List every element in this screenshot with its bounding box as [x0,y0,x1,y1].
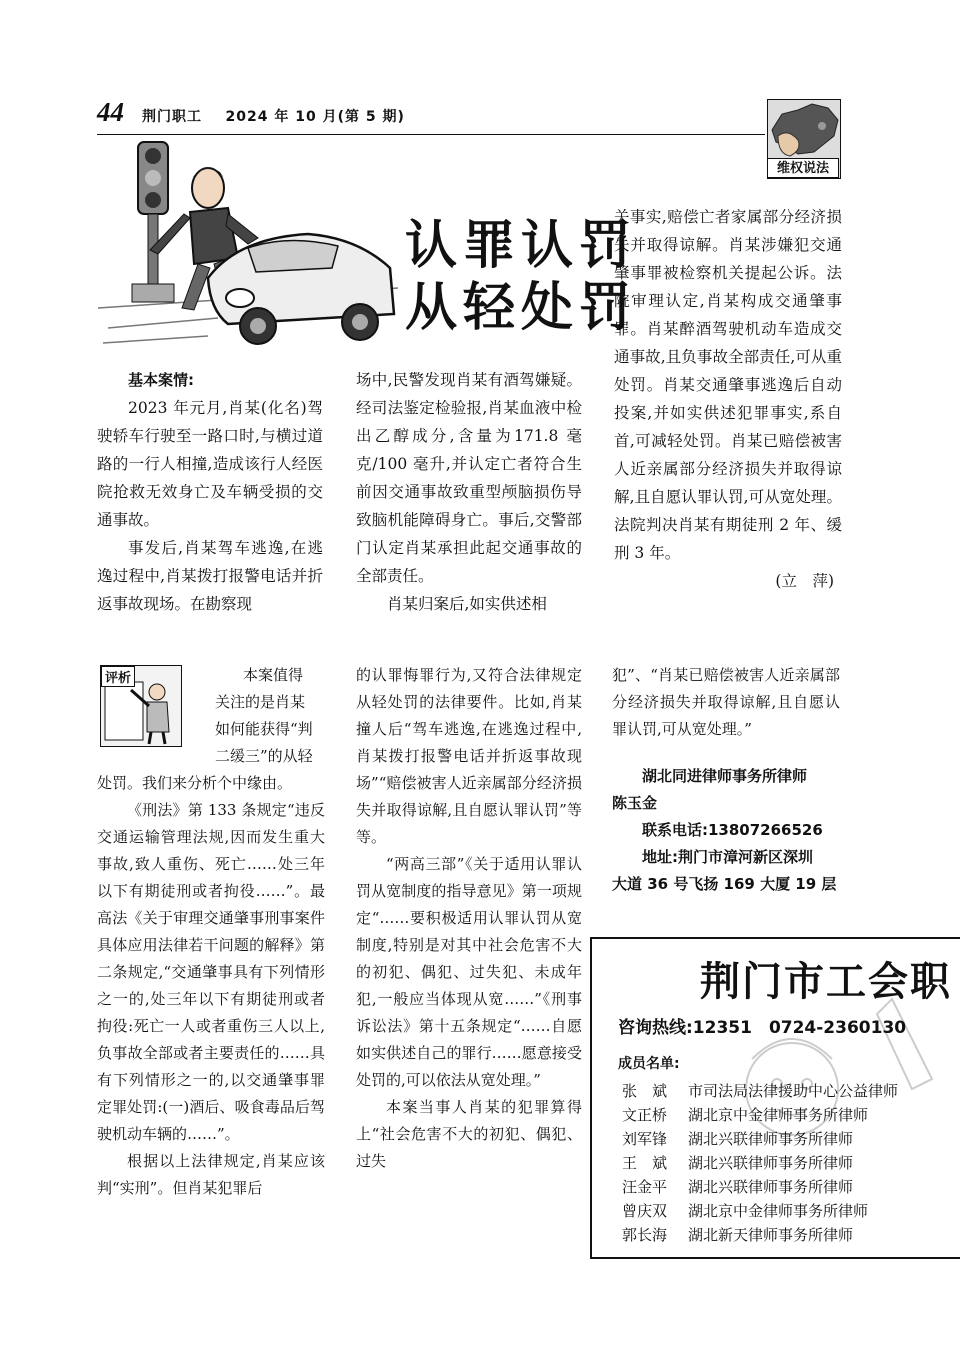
issue-date: 2024 年 10 月(第 5 期) [225,109,405,125]
member-org: 湖北新天律师事务所律师 [688,1226,854,1244]
review-col2-para-2: “两高三部”《关于适用认罪认罚从宽制度的指导意见》第一项规定“……要积极适用认罪认罚从宽制度,特别是对其中社会危害不大的初犯、偶犯、过失犯、未成年犯,一般应当体现从宽……”《刑事诉讼法》第十五条规定“……自愿如实供述自己的罪行……愿意接受处罚的,可以依法从宽处理。” [356,855,582,1089]
lawyer-address-1: 地址:荆门市漳河新区深圳 [642,848,813,866]
member-row [622,1128,853,1152]
member-name: 曾庆双 [622,1202,668,1220]
members-label: 成员名单: [618,1056,680,1072]
review-intro-end: 处罚。我们来分析个中缘由。 [97,774,293,792]
article-column-1 [97,366,323,618]
review-col2-para-1: 的认罪悔罪行为,又符合法律规定从轻处罚的法律要件。比如,肖某撞人后“驾车逃逸,在逃逸过程中,肖某拨打报警电话并折返事故现场”“赔偿被害人近亲属部分经济损失并取得谅解,且自愿认罪认罚”等等。 [356,666,582,846]
article-title [405,215,637,339]
member-org: 湖北京中金律师事务所律师 [688,1106,869,1124]
lawyer-phone: 联系电话:13807266526 [642,821,823,839]
review-intro-line-1: 本案值得 [243,666,304,684]
basic-facts-heading: 基本案情: [128,371,194,389]
consult-hotline: 咨询热线:12351 0724-2360130 [618,1018,907,1038]
article-col2-para-1: 场中,民警发现肖某有酒驾嫌疑。经司法鉴定检验报,肖某血液中检出乙醇成分,含量为171.8 毫克/100 毫升,并认定亡者符合生前因交通事故致重型颅脑损伤导致脑机能障碍身亡。事后,交警部门认定肖某承担此起交通事故的全部责任。 [356,371,582,585]
column-label: 维权说法 [767,158,839,178]
article-column-2 [356,366,582,618]
member-org: 湖北京中金律师事务所律师 [688,1202,869,1220]
member-row [622,1104,868,1128]
member-org: 市司法局法律援助中心公益律师 [688,1082,899,1100]
review-col2-para-3: 本案当事人肖某的犯罪算得上“社会危害不大的初犯、偶犯、过失 [356,1098,582,1170]
review-intro-line-3: 如何能获得“判 [215,720,313,738]
member-name: 刘军锋 [622,1130,668,1148]
page-number: 44 [97,97,124,127]
accident-illustration [98,138,398,356]
review-column-3 [612,662,840,898]
panel-title: 荆门市工会职 [700,959,952,1005]
member-name: 文正桥 [622,1106,668,1124]
member-row [622,1176,853,1200]
member-row [622,1200,868,1224]
member-name: 王 斌 [622,1154,668,1172]
article-author: (立 萍) [775,572,834,590]
lawyer-firm: 湖北同进律师事务所律师 [642,767,808,785]
review-intro-line-4: 二缓三”的从轻 [215,747,313,765]
member-row [622,1152,853,1176]
member-org: 湖北兴联律师事务所律师 [688,1130,854,1148]
article-column-3 [614,203,842,595]
member-name: 张 斌 [622,1082,668,1100]
header-rule [97,134,765,135]
review-column-1 [97,770,325,1202]
review-intro-line-2: 关注的是肖某 [215,693,306,711]
member-name: 郭长海 [622,1226,668,1244]
review-column-2 [356,662,582,1175]
member-org: 湖北兴联律师事务所律师 [688,1178,854,1196]
magazine-name: 荆门职工 [142,109,202,125]
review-col1-para-2: 根据以上法律规定,肖某应该判“实刑”。但肖某犯罪后 [97,1152,325,1197]
member-name: 汪金平 [622,1178,668,1196]
article-col3-para: 关事实,赔偿亡者家属部分经济损失并取得谅解。肖某涉嫌犯交通肇事罪被检察机关提起公诉。法院审理认定,肖某构成交通肇事罪。肖某醉酒驾驶机动车造成交通事故,且负事故全部责任,可从重处罚。肖某交通肇事逃逸后自动投案,并如实供述犯罪事实,系自首,可减轻处罚。肖某已赔偿被害人近亲属部分经济损失并取得谅解,且自愿认罪认罚,可从宽处理。法院判决肖某有期徒刑 2 年、缓刑 3 年。 [614,208,842,562]
review-col1-para-1: 《刑法》第 133 条规定“违反交通运输管理法规,因而发生重大事故,致人重伤、死亡……处三年以下有期徒刑或者拘役……”。最高法《关于审理交通肇事刑事案件具体应用法律若干问题的解释》第二条规定,“交通肇事具有下列情形之一的,处三年以下有期徒刑或者拘役:死亡一人或者重伤三人以上,负事故全部或者主要责任的……具有下列情形之一的,以交通肇事罪定罪处罚:(一)酒后、吸食毒品后驾驶机动车辆的……”。 [97,801,325,1143]
article-col1-para-1: 2023 年元月,肖某(化名)驾驶轿车行驶至一路口时,与横过道路的一行人相撞,造成该行人经医院抢救无效身亡及车辆受损的交通事故。 [97,399,323,529]
member-row [622,1080,898,1104]
article-col1-para-2: 事发后,肖某驾车逃逸,在逃逸过程中,肖某拨打报警电话并折返事故现场。在勘察现 [97,539,323,613]
lawyer-address-2: 大道 36 号飞扬 169 大厦 19 层 [612,875,837,893]
review-intro [215,662,327,770]
member-row [622,1224,853,1248]
member-org: 湖北兴联律师事务所律师 [688,1154,854,1172]
article-col2-para-2: 肖某归案后,如实供述相 [387,595,547,613]
review-col3-para: 犯”、“肖某已赔偿被害人近亲属部分经济损失并取得谅解,且自愿认罪认罚,可从宽处理。” [612,666,840,738]
lawyer-name: 陈玉金 [612,794,658,812]
magazine-issue [142,106,405,126]
title-line-2: 从轻处罚 [405,278,638,338]
title-line-1: 认罪认罚 [405,216,638,276]
review-tag: 评析 [101,666,135,687]
cartoon-icon [98,138,398,356]
